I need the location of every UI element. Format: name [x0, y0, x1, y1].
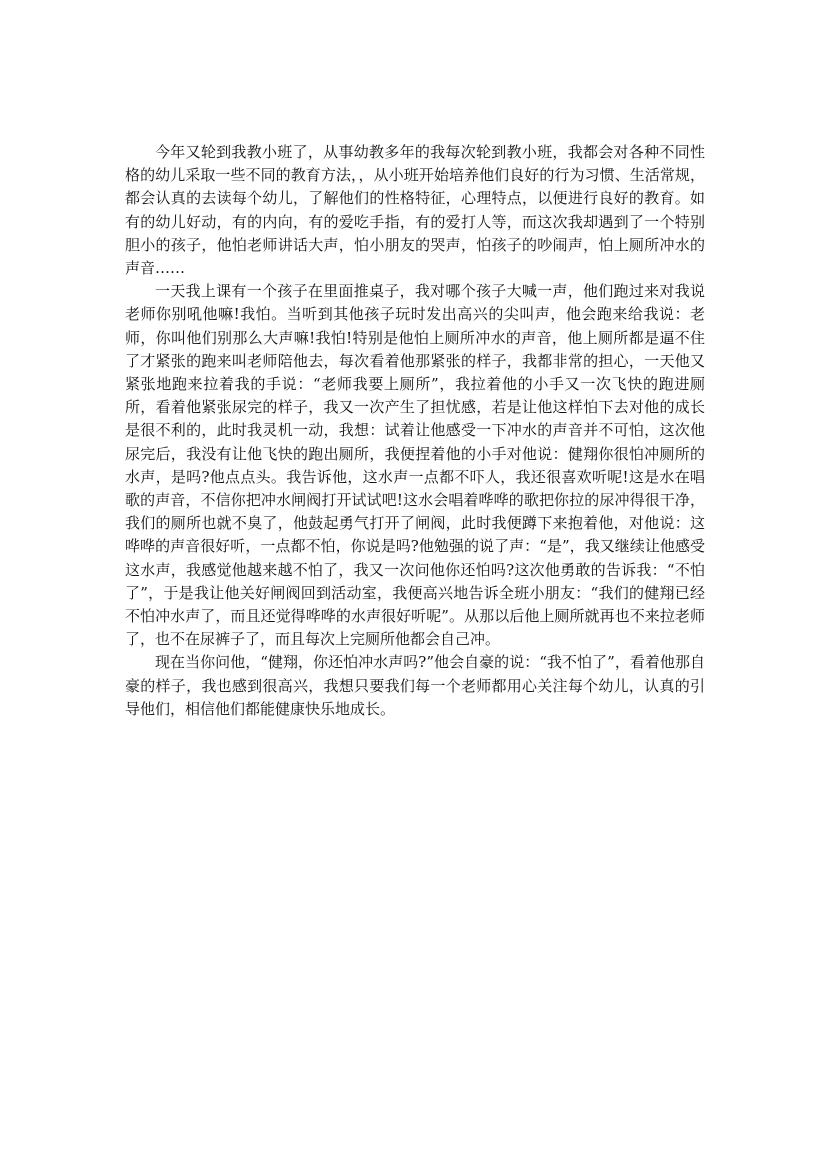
paragraph-1: 今年又轮到我教小班了，从事幼教多年的我每次轮到教小班，我都会对各种不同性格的幼儿采取一些不同的教育方法，，从小班开始培养他们良好的行为习惯、生活常规，都会认真的去读每个幼儿，了解他们的性格特征，心理特点，以便进行良好的教育。如有的幼儿好动，有的内向，有的爱吃手指，有的爱打人等，而这次我却遇到了一个特别胆小的孩子，他怕老师讲话大声，怕小朋友的哭声，怕孩子的吵闹声，怕上厕所冲水的声音…… — [125, 143, 705, 278]
paragraph-3: 现在当你问他，“健翔，你还怕冲水声吗?”他会自豪的说：“我不怕了”，看着他那自豪的样子，我也感到很高兴，我想只要我们每一个老师都用心关注每个幼儿，认真的引导他们，相信他们都能健康快乐地成长。 — [125, 653, 705, 718]
paragraph-2: 一天我上课有一个孩子在里面推桌子，我对哪个孩子大喊一声，他们跑过来对我说老师你别吼他嘛!我怕。当听到其他孩子玩时发出高兴的尖叫声，他会跑来给我说：老师，你叫他们别那么大声嘛!我怕!特别是他怕上厕所冲水的声音，他上厕所都是逼不住了才紧张的跑来叫老师陪他去，每次看着他那紧张的样子，我都非常的担心，一天他又紧张地跑来拉着我的手说：“老师我要上厕所”，我拉着他的小手又一次飞快的跑进厕所，看着他紧张尿完的样子，我又一次产生了担忧感，若是让他这样怕下去对他的成长是很不利的，此时我灵机一动，我想：试着让他感受一下冲水的声音并不可怕，这次他尿完后，我没有让他飞快的跑出厕所，我便捏着他的小手对他说：健翔你很怕冲厕所的水声，是吗?他点点头。我告诉他，这水声一点都不吓人，我还很喜欢听呢!这是水在唱歌的声音，不信你把冲水闸阀打开试试吧!这水会唱着哗哗的歌把你拉的尿冲得很干净，我们的厕所也就不臭了，他鼓起勇气打开了闸阀，此时我便蹲下来抱着他，对他说：这哗哗的声音很好听，一点都不怕，你说是吗?他勉强的说了声：“是”，我又继续让他感受这水声，我感觉他越来越不怕了，我又一次问他你还怕吗?这次他勇敢的告诉我：“不怕了”，于是我让他关好闸阀回到活动室，我便高兴地告诉全班小朋友：“我们的健翔已经不怕冲水声了，而且还觉得哗哗的水声很好听呢”。从那以后他上厕所就再也不来拉老师了，也不在尿裤子了，而且每次上完厕所他都会自己冲。 — [125, 282, 705, 649]
article-body — [125, 141, 705, 721]
